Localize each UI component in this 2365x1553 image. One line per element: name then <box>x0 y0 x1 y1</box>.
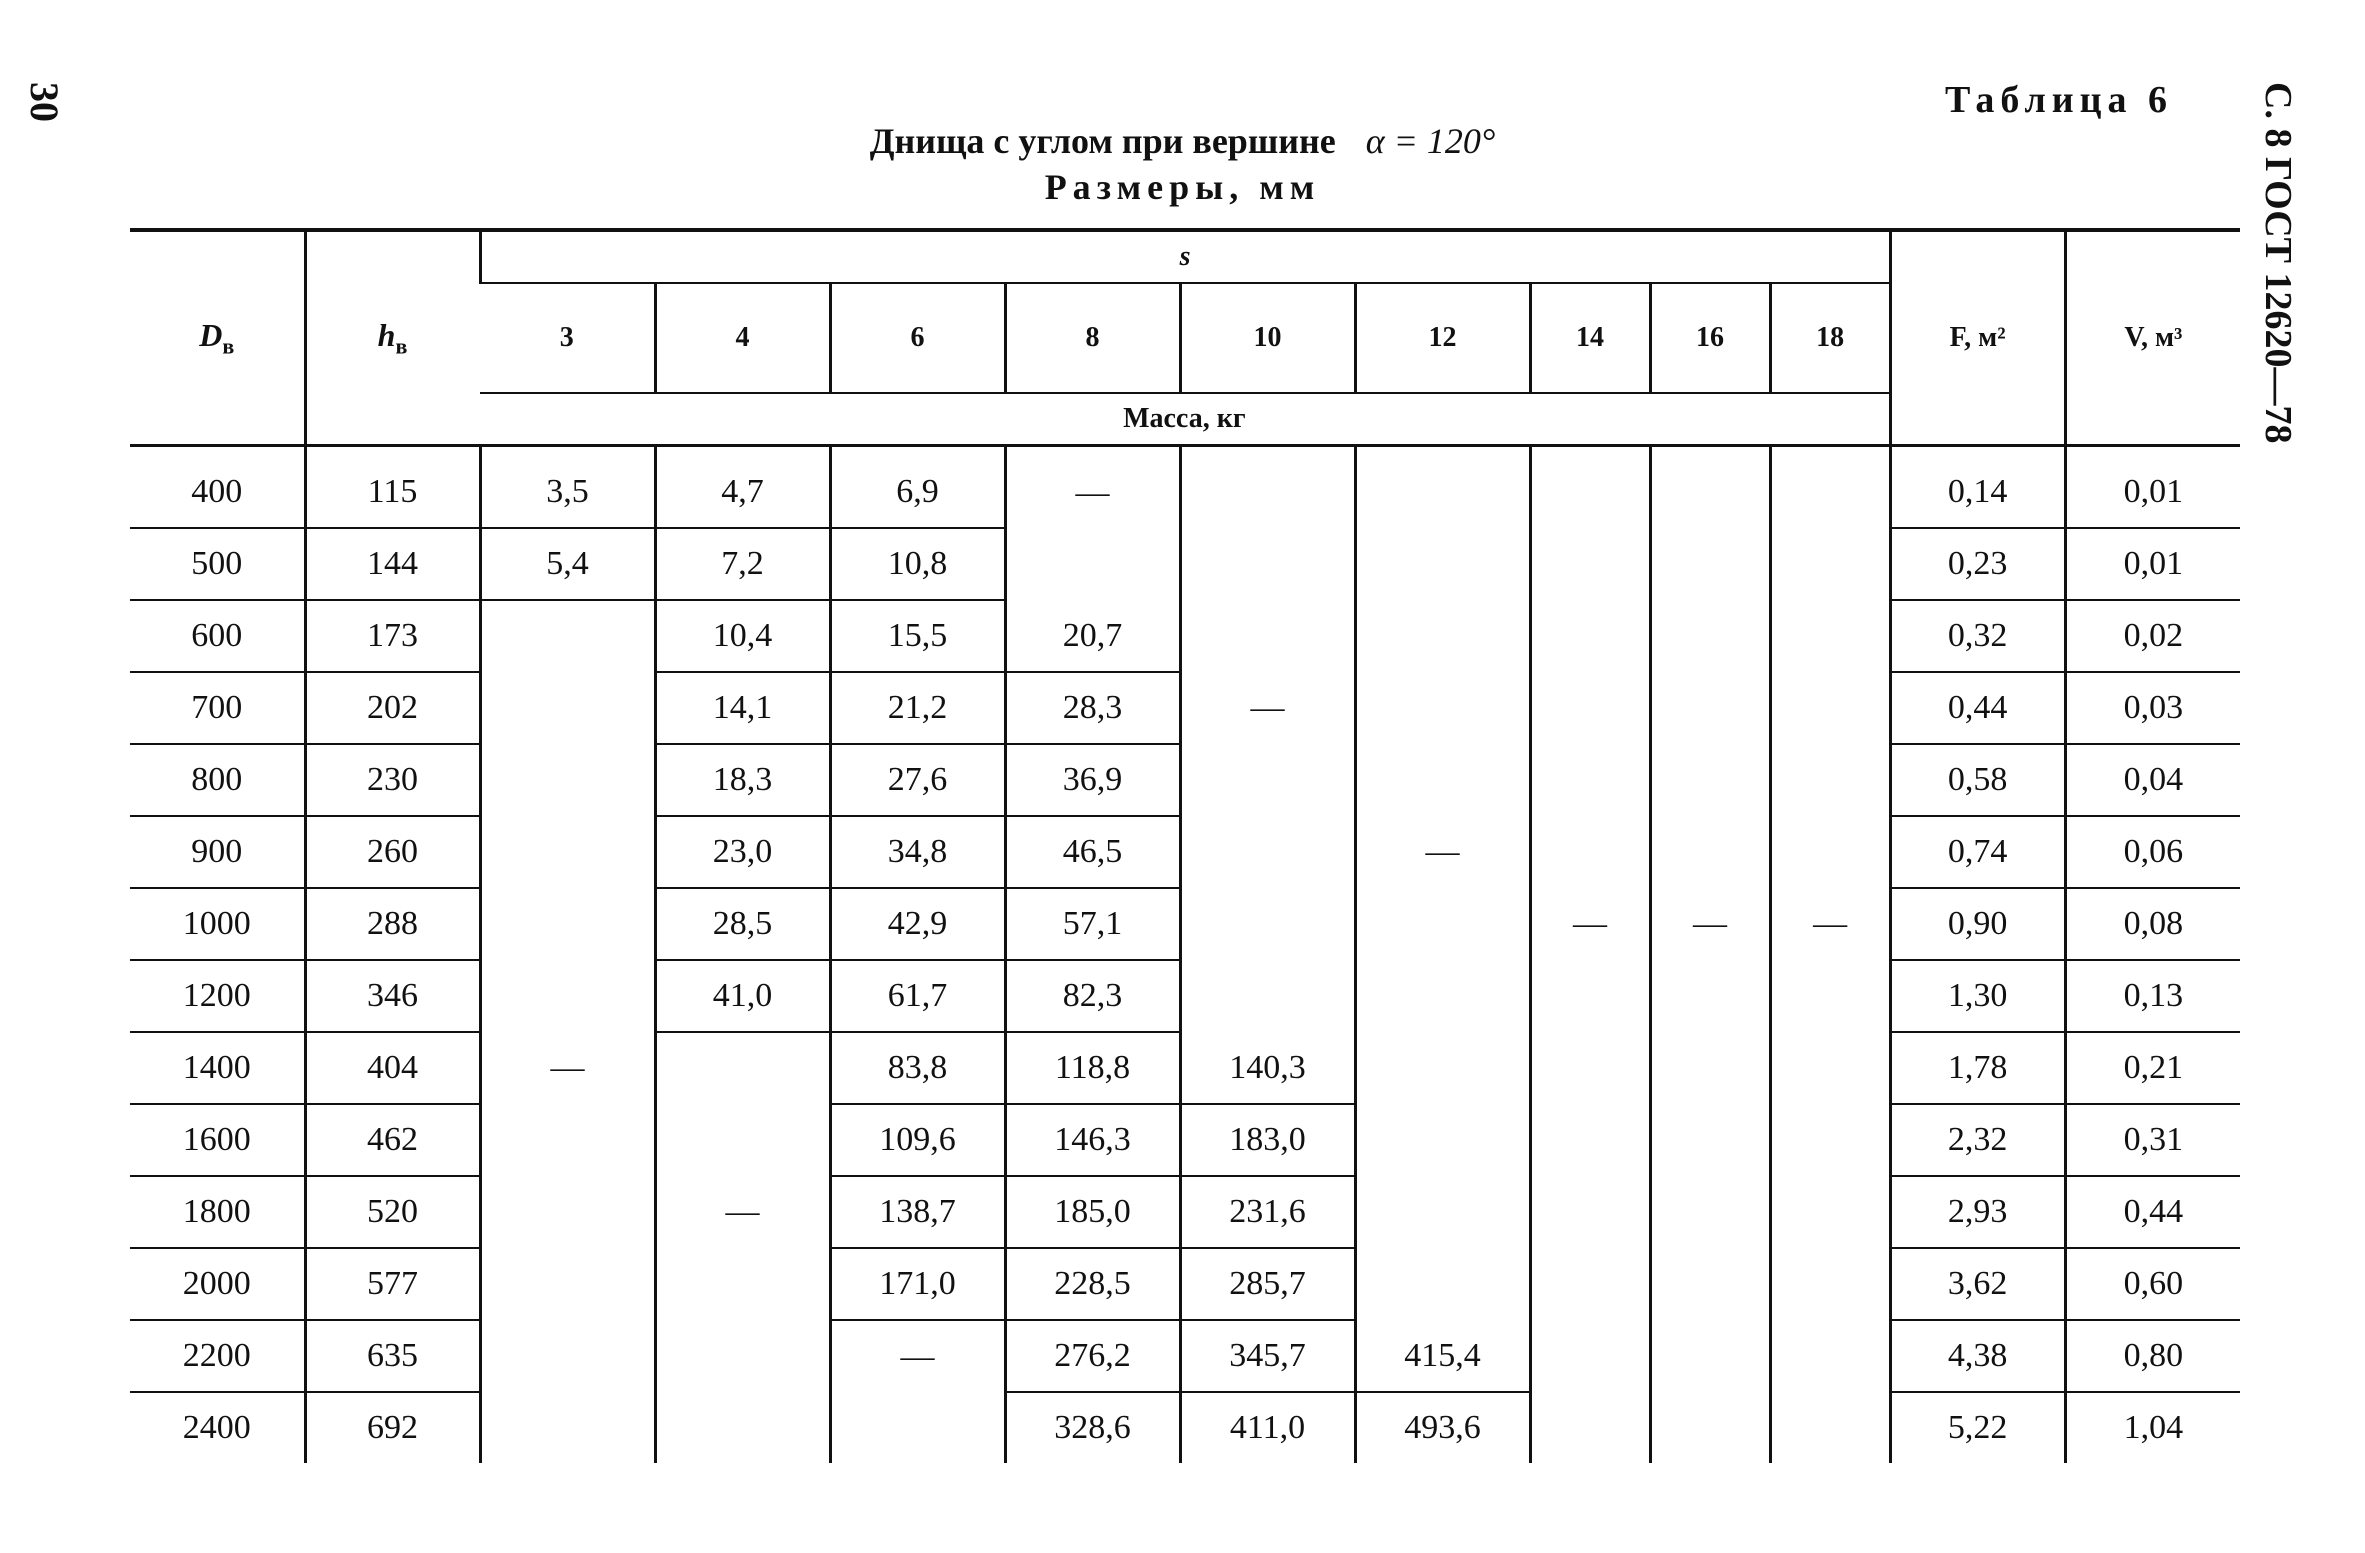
cell-m3 <box>480 816 655 888</box>
table-row <box>130 446 2240 529</box>
table-title <box>0 120 2365 162</box>
cell-f: 2,32 <box>1890 1104 2065 1176</box>
cell-h: 346 <box>305 960 480 1032</box>
cell-m18 <box>1770 528 1890 600</box>
cell-m4 <box>655 1392 830 1463</box>
cell-v: 0,13 <box>2065 960 2240 1032</box>
cell-m16 <box>1650 960 1770 1032</box>
cell-m8 <box>1005 528 1180 600</box>
cell-m12: 493,6 <box>1355 1392 1530 1463</box>
header-s-3: 3 <box>559 322 574 353</box>
cell-m16: — <box>1650 888 1770 960</box>
cell-m6: 109,6 <box>830 1104 1005 1176</box>
cell-m4: 14,1 <box>655 672 830 744</box>
cell-m4: 41,0 <box>655 960 830 1032</box>
cell-m8: 36,9 <box>1005 744 1180 816</box>
cell-h: 202 <box>305 672 480 744</box>
cell-m18 <box>1770 672 1890 744</box>
table-row <box>130 1032 2240 1104</box>
cell-v: 0,03 <box>2065 672 2240 744</box>
cell-v: 0,06 <box>2065 816 2240 888</box>
cell-m8: 57,1 <box>1005 888 1180 960</box>
cell-m6: 138,7 <box>830 1176 1005 1248</box>
cell-m12 <box>1355 600 1530 672</box>
cell-m8: — <box>1005 446 1180 529</box>
cell-m3: 5,4 <box>480 528 655 600</box>
cell-h: 404 <box>305 1032 480 1104</box>
cell-m12 <box>1355 672 1530 744</box>
cell-m3: — <box>480 1032 655 1104</box>
cell-m4: 18,3 <box>655 744 830 816</box>
cell-m16 <box>1650 1392 1770 1463</box>
cell-f: 0,90 <box>1890 888 2065 960</box>
cell-m3 <box>480 1320 655 1392</box>
cell-m16 <box>1650 1320 1770 1392</box>
cell-m10 <box>1180 528 1355 600</box>
heads-table <box>130 228 2240 1463</box>
cell-m12 <box>1355 528 1530 600</box>
cell-m8: 185,0 <box>1005 1176 1180 1248</box>
header-diameter: $D_в$ <box>130 230 305 446</box>
cell-m8: 118,8 <box>1005 1032 1180 1104</box>
cell-m18 <box>1770 960 1890 1032</box>
standard-label: С. 8 ГОСТ 12620—78 <box>2257 82 2299 444</box>
cell-m6: 21,2 <box>830 672 1005 744</box>
cell-m18 <box>1770 600 1890 672</box>
cell-m4: 28,5 <box>655 888 830 960</box>
cell-h: 260 <box>305 816 480 888</box>
cell-m4: 23,0 <box>655 816 830 888</box>
header-s-10: 10 <box>1180 283 1355 393</box>
cell-m14 <box>1530 446 1650 529</box>
cell-h: 230 <box>305 744 480 816</box>
cell-m6: 83,8 <box>830 1032 1005 1104</box>
cell-f: 2,93 <box>1890 1176 2065 1248</box>
cell-m18 <box>1770 744 1890 816</box>
cell-d: 1800 <box>130 1176 305 1248</box>
cell-m10 <box>1180 600 1355 672</box>
title-text: Днища с углом при вершине <box>869 121 1336 161</box>
cell-m18 <box>1770 1320 1890 1392</box>
cell-h: 692 <box>305 1392 480 1463</box>
cell-m14 <box>1530 1104 1650 1176</box>
cell-f: 0,23 <box>1890 528 2065 600</box>
cell-d: 1400 <box>130 1032 305 1104</box>
cell-f: 1,78 <box>1890 1032 2065 1104</box>
cell-m4: 4,7 <box>655 446 830 529</box>
cell-v: 0,02 <box>2065 600 2240 672</box>
cell-m10: — <box>1180 672 1355 744</box>
cell-m4 <box>655 1104 830 1176</box>
cell-m14 <box>1530 960 1650 1032</box>
table-row <box>130 816 2240 888</box>
header-volume: V, м³ <box>2065 230 2240 446</box>
cell-m18 <box>1770 1176 1890 1248</box>
cell-m16 <box>1650 1104 1770 1176</box>
cell-h: 520 <box>305 1176 480 1248</box>
cell-f: 0,58 <box>1890 744 2065 816</box>
cell-m18 <box>1770 816 1890 888</box>
cell-m12 <box>1355 888 1530 960</box>
table-row <box>130 1392 2240 1463</box>
cell-f: 0,32 <box>1890 600 2065 672</box>
cell-d: 800 <box>130 744 305 816</box>
table-row <box>130 960 2240 1032</box>
cell-m3 <box>480 960 655 1032</box>
header-s-8: 8 <box>1005 283 1180 393</box>
cell-m6: 27,6 <box>830 744 1005 816</box>
cell-m14 <box>1530 528 1650 600</box>
cell-m18: — <box>1770 888 1890 960</box>
cell-d: 400 <box>130 446 305 529</box>
cell-m8: 82,3 <box>1005 960 1180 1032</box>
cell-m14 <box>1530 1320 1650 1392</box>
header-s-6: 6 <box>830 283 1005 393</box>
cell-v: 0,04 <box>2065 744 2240 816</box>
cell-m12 <box>1355 1104 1530 1176</box>
table-subtitle: Размеры, мм <box>1044 167 1321 207</box>
cell-m12 <box>1355 446 1530 529</box>
cell-d: 2400 <box>182 1409 251 1446</box>
cell-f: 0,14 <box>1890 446 2065 529</box>
cell-h: 144 <box>305 528 480 600</box>
cell-m12 <box>1355 960 1530 1032</box>
cell-m10: 183,0 <box>1180 1104 1355 1176</box>
cell-h: 635 <box>305 1320 480 1392</box>
cell-f: 0,74 <box>1890 816 2065 888</box>
cell-m10 <box>1180 816 1355 888</box>
cell-m4 <box>655 1032 830 1104</box>
cell-m6: 171,0 <box>830 1248 1005 1320</box>
cell-m10 <box>1180 888 1355 960</box>
cell-m6: 15,5 <box>830 600 1005 672</box>
cell-m8: 146,3 <box>1005 1104 1180 1176</box>
table-row <box>130 744 2240 816</box>
cell-h: 462 <box>305 1104 480 1176</box>
cell-m12: — <box>1355 816 1530 888</box>
cell-d: 1000 <box>130 888 305 960</box>
cell-m16 <box>1650 528 1770 600</box>
cell-m10: 411,0 <box>1180 1392 1355 1463</box>
cell-m14 <box>1530 1032 1650 1104</box>
apex-angle: α = 120° <box>1365 121 1496 161</box>
cell-m18 <box>1770 1032 1890 1104</box>
cell-m18 <box>1770 1392 1890 1463</box>
cell-d: 500 <box>130 528 305 600</box>
cell-h: 173 <box>305 600 480 672</box>
cell-m16 <box>1650 816 1770 888</box>
cell-m4 <box>655 1320 830 1392</box>
table-body <box>130 446 2240 1464</box>
cell-d: 1200 <box>130 960 305 1032</box>
table-row <box>130 1248 2240 1320</box>
cell-m12 <box>1355 1248 1530 1320</box>
cell-m16 <box>1650 1248 1770 1320</box>
cell-m10: 140,3 <box>1180 1032 1355 1104</box>
table-row <box>130 1104 2240 1176</box>
header-s-16: 16 <box>1650 283 1770 393</box>
cell-f: 3,62 <box>1890 1248 2065 1320</box>
cell-m6 <box>830 1392 1005 1463</box>
table-row <box>130 672 2240 744</box>
cell-m3 <box>480 1248 655 1320</box>
cell-h: 288 <box>305 888 480 960</box>
cell-m10: 345,7 <box>1180 1320 1355 1392</box>
cell-m18 <box>1770 446 1890 529</box>
cell-m16 <box>1650 672 1770 744</box>
cell-m16 <box>1650 1032 1770 1104</box>
cell-m16 <box>1650 744 1770 816</box>
cell-m14 <box>1530 600 1650 672</box>
cell-d: 900 <box>130 816 305 888</box>
table-row <box>130 1176 2240 1248</box>
cell-m3 <box>480 1176 655 1248</box>
header-s-12: 12 <box>1355 283 1530 393</box>
table-header <box>130 230 2240 446</box>
cell-v: 0,31 <box>2065 1104 2240 1176</box>
cell-m4 <box>655 1248 830 1320</box>
cell-m12 <box>1355 1032 1530 1104</box>
cell-f: 5,22 <box>1890 1392 2065 1463</box>
cell-m12 <box>1355 1176 1530 1248</box>
cell-m12: 415,4 <box>1355 1320 1530 1392</box>
cell-v: 0,08 <box>2065 888 2240 960</box>
cell-m10 <box>1180 960 1355 1032</box>
cell-m14 <box>1530 1248 1650 1320</box>
cell-f: 4,38 <box>1890 1320 2065 1392</box>
cell-m16 <box>1650 1176 1770 1248</box>
table-row <box>130 888 2240 960</box>
cell-m14 <box>1530 672 1650 744</box>
cell-m3 <box>480 1104 655 1176</box>
cell-m6: 10,8 <box>830 528 1005 600</box>
cell-m8: 276,2 <box>1005 1320 1180 1392</box>
cell-m14 <box>1530 1176 1650 1248</box>
cell-d: 700 <box>130 672 305 744</box>
cell-m6: 34,8 <box>830 816 1005 888</box>
cell-v: 0,21 <box>2065 1032 2240 1104</box>
cell-m3 <box>480 744 655 816</box>
cell-m10: 285,7 <box>1180 1248 1355 1320</box>
header-height: $h_в$ <box>305 230 480 446</box>
cell-m12 <box>1355 744 1530 816</box>
header-s-4: 4 <box>655 283 830 393</box>
cell-m18 <box>1770 1248 1890 1320</box>
cell-m14 <box>1530 816 1650 888</box>
cell-m4: 7,2 <box>655 528 830 600</box>
cell-v: 0,60 <box>2065 1248 2240 1320</box>
table-row <box>130 528 2240 600</box>
cell-d: 2200 <box>130 1320 305 1392</box>
cell-m3: 3,5 <box>480 446 655 529</box>
cell-m14 <box>1530 744 1650 816</box>
cell-m10 <box>1180 744 1355 816</box>
header-area: F, м² <box>1890 230 2065 446</box>
cell-m8: 228,5 <box>1005 1248 1180 1320</box>
page-number: 30 <box>22 82 67 122</box>
cell-m3 <box>480 888 655 960</box>
cell-m6: — <box>830 1320 1005 1392</box>
cell-m10: 231,6 <box>1180 1176 1355 1248</box>
cell-v: 0,44 <box>2065 1176 2240 1248</box>
cell-m14: — <box>1530 888 1650 960</box>
cell-v: 0,01 <box>2065 528 2240 600</box>
cell-m4: 10,4 <box>655 600 830 672</box>
header-s-18: 18 <box>1770 283 1890 393</box>
table-row <box>130 600 2240 672</box>
cell-m8: 328,6 <box>1005 1392 1180 1463</box>
cell-m8: 46,5 <box>1005 816 1180 888</box>
cell-m14 <box>1530 1392 1650 1463</box>
cell-h: 577 <box>305 1248 480 1320</box>
cell-f: 1,30 <box>1890 960 2065 1032</box>
header-s-14: 14 <box>1530 283 1650 393</box>
cell-d: 2000 <box>130 1248 305 1320</box>
cell-m6: 42,9 <box>830 888 1005 960</box>
cell-f: 0,44 <box>1890 672 2065 744</box>
header-thickness: s <box>480 230 1890 283</box>
cell-v: 0,80 <box>2065 1320 2240 1392</box>
cell-m18 <box>1770 1104 1890 1176</box>
header-mass: Масса, кг <box>480 393 1890 446</box>
cell-m16 <box>1650 446 1770 529</box>
cell-m3 <box>480 1392 655 1463</box>
cell-m8: 20,7 <box>1005 600 1180 672</box>
cell-d: 600 <box>130 600 305 672</box>
cell-d: 1600 <box>130 1104 305 1176</box>
cell-m3 <box>480 672 655 744</box>
cell-v: 1,04 <box>2065 1392 2240 1463</box>
cell-m8: 28,3 <box>1005 672 1180 744</box>
cell-m6: 6,9 <box>830 446 1005 529</box>
cell-m3 <box>480 600 655 672</box>
cell-v: 0,01 <box>2065 446 2240 529</box>
cell-h: 115 <box>305 446 480 529</box>
cell-m16 <box>1650 600 1770 672</box>
table-label: Таблица 6 <box>1945 79 2174 121</box>
cell-m6: 61,7 <box>830 960 1005 1032</box>
cell-m4: — <box>655 1176 830 1248</box>
table-row <box>130 1320 2240 1392</box>
cell-m10 <box>1180 446 1355 529</box>
